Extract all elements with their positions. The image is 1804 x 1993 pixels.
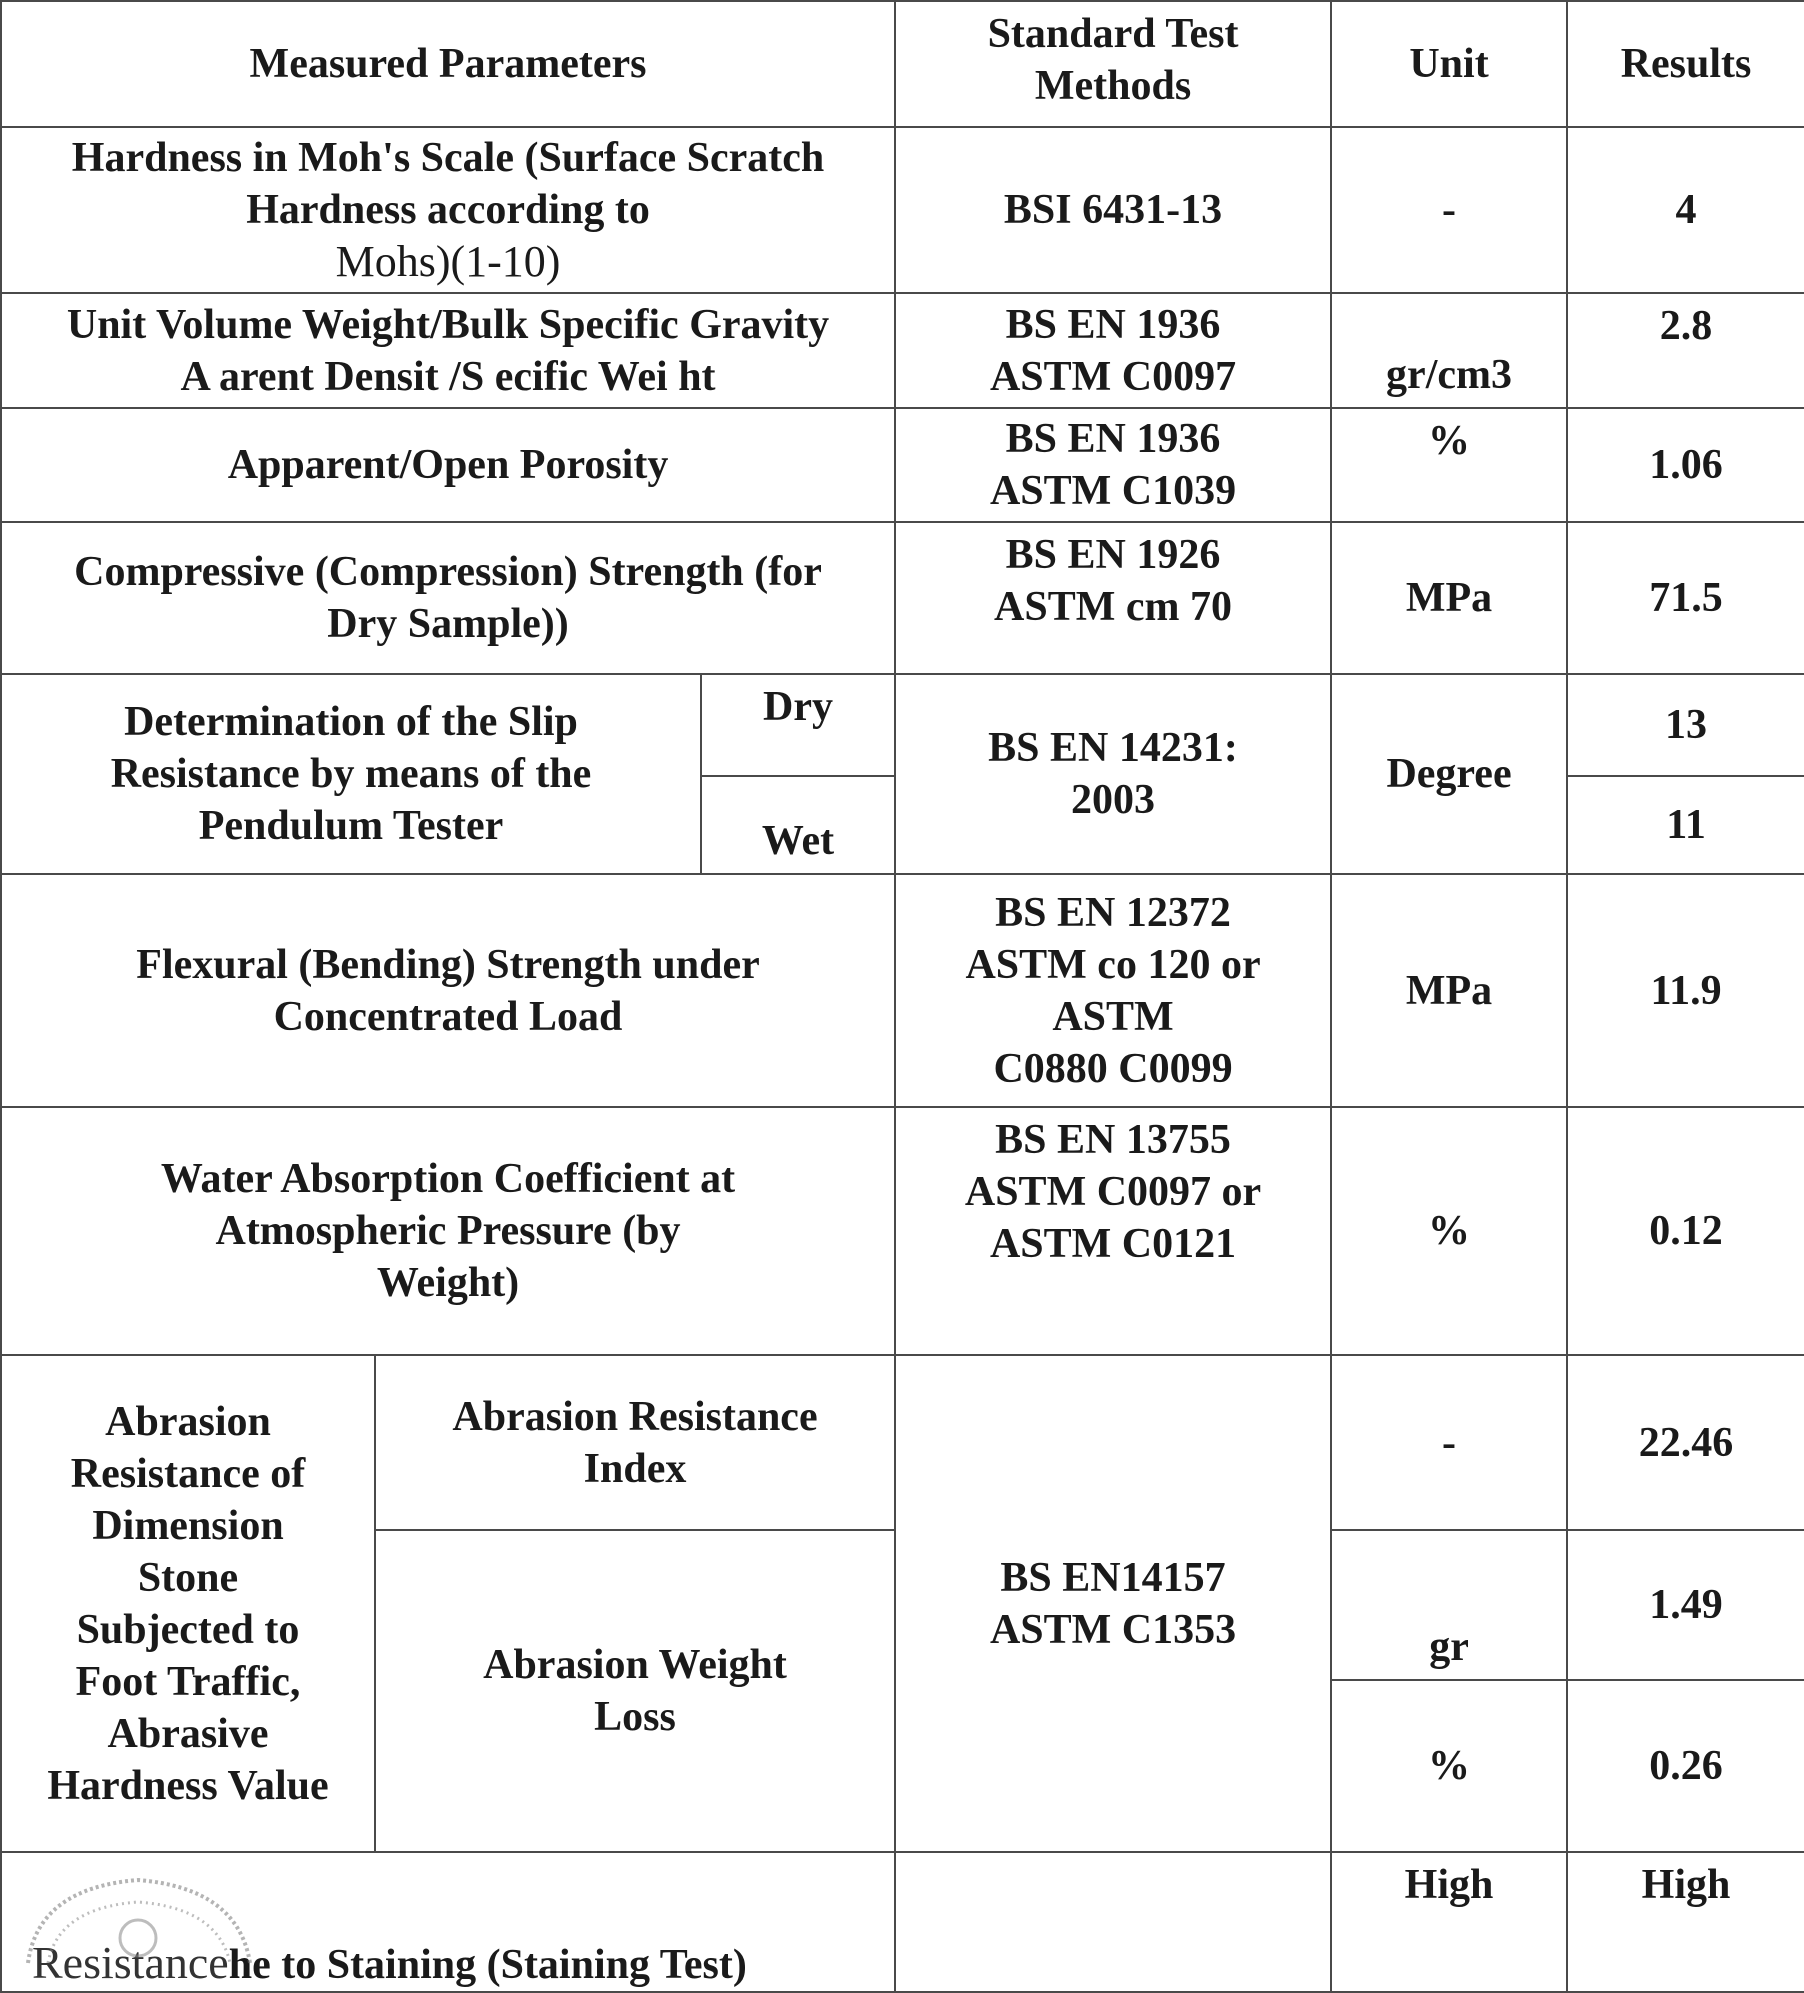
table-row-abrasion-index	[1, 1355, 1804, 1530]
param-line: Dimension	[92, 1502, 284, 1549]
result-porosity: 1.06	[1567, 408, 1804, 522]
unit-density: gr/cm3	[1331, 293, 1567, 408]
method-line: BS EN 12372	[995, 889, 1231, 936]
method-line: BS EN14157	[1000, 1554, 1226, 1601]
method-slip	[895, 674, 1331, 874]
header-measured-parameters: Measured Parameters	[1, 1, 895, 127]
table-row-water-absorption	[1, 1107, 1804, 1355]
seal-stamp-icon	[18, 1868, 258, 1968]
unit-hardness: -	[1331, 127, 1567, 293]
param-line: Hardness in Moh's Scale (Surface Scratch	[71, 135, 825, 181]
method-water-absorption	[895, 1107, 1331, 1355]
table-row-porosity	[1, 408, 1804, 522]
method-line: ASTM C0097 or	[964, 1169, 1262, 1215]
label-line: Index	[583, 1445, 687, 1492]
param-compressive	[1, 522, 895, 674]
abrasion-index-label	[375, 1355, 895, 1530]
unit-water-absorption: %	[1331, 1107, 1567, 1355]
param-line: Concentrated Load	[273, 993, 623, 1040]
param-flexural	[1, 874, 895, 1107]
method-line: ASTM co 120 or	[965, 941, 1261, 988]
unit-porosity: %	[1331, 408, 1567, 522]
result-abrasion-loss-pct: 0.26	[1567, 1680, 1804, 1852]
param-abrasion	[1, 1355, 375, 1852]
param-line: Atmospheric Pressure (by	[215, 1208, 681, 1254]
param-density	[1, 293, 895, 408]
method-line: ASTM C0121	[989, 1221, 1237, 1267]
table-row-density	[1, 293, 1804, 408]
param-line: A arent Densit /S ecific Wei ht	[180, 353, 716, 400]
param-line: Compressive (Compression) Strength (for	[74, 549, 822, 595]
unit-flexural: MPa	[1331, 874, 1567, 1107]
method-line: 2003	[1071, 777, 1156, 823]
result-abrasion-index: 22.46	[1567, 1355, 1804, 1530]
slip-dry-label: Dry	[701, 674, 895, 776]
param-line: Resistance of	[70, 1450, 306, 1497]
param-line: Pendulum Tester	[198, 803, 504, 849]
unit-slip: Degree	[1331, 674, 1567, 874]
label-line: Abrasion Resistance	[452, 1393, 818, 1440]
param-line: Hardness according to	[246, 187, 650, 233]
method-line: BS EN 14231:	[988, 725, 1238, 771]
label-line: Abrasion Weight	[483, 1642, 787, 1688]
param-line: Water Absorption Coefficient at	[160, 1156, 736, 1202]
method-line: ASTM C1353	[989, 1606, 1237, 1653]
method-line: ASTM cm 70	[994, 584, 1233, 630]
param-line: Abrasive	[107, 1710, 269, 1757]
param-line: Weight)	[376, 1260, 520, 1306]
param-line: Hardness Value	[47, 1762, 329, 1809]
method-line: ASTM C0097	[989, 353, 1237, 400]
unit-staining: High	[1331, 1852, 1567, 1992]
method-flexural	[895, 874, 1331, 1107]
param-part: Resistance	[32, 1937, 229, 1988]
header-methods-line2: Methods	[1034, 63, 1192, 109]
method-line: BS EN 1936	[1005, 416, 1221, 462]
table-row-staining	[1, 1852, 1804, 1992]
table-row-slip-dry	[1, 674, 1804, 776]
method-line: ASTM C1039	[989, 468, 1237, 514]
result-slip-dry: 13	[1567, 674, 1804, 776]
result-slip-wet: 11	[1567, 776, 1804, 874]
table-row-flexural	[1, 874, 1804, 1107]
header-results: Results	[1567, 1, 1804, 127]
result-water-absorption: 0.12	[1567, 1107, 1804, 1355]
result-staining: High	[1567, 1852, 1804, 1992]
param-line: Abrasion	[105, 1398, 271, 1445]
param-line: Dry Sample))	[327, 601, 569, 647]
result-density: 2.8	[1567, 293, 1804, 408]
method-line: BS EN 1926	[1005, 532, 1221, 578]
method-density	[895, 293, 1331, 408]
method-line: BS EN 1936	[1005, 301, 1221, 348]
result-abrasion-loss-gr: 1.49	[1567, 1530, 1804, 1680]
param-slip	[1, 674, 701, 874]
result-hardness: 4	[1567, 127, 1804, 293]
param-hardness	[1, 127, 895, 293]
method-line: C0880 C0099	[993, 1045, 1233, 1092]
param-line: Foot Traffic,	[75, 1658, 301, 1705]
param-line: Resistance by means of the	[110, 751, 592, 797]
param-line: Flexural (Bending) Strength under	[136, 941, 760, 988]
param-line: Stone	[137, 1554, 239, 1601]
header-standard-test-methods	[895, 1, 1331, 127]
param-line: Determination of the Slip	[124, 699, 578, 745]
table-row-compressive	[1, 522, 1804, 674]
header-unit: Unit	[1331, 1, 1567, 127]
param-part: he to Staining (Staining Test)	[228, 1942, 747, 1988]
result-flexural: 11.9	[1567, 874, 1804, 1107]
method-compressive	[895, 522, 1331, 674]
method-abrasion	[895, 1355, 1331, 1852]
method-hardness: BSI 6431-13	[895, 127, 1331, 293]
param-line: Subjected to	[76, 1606, 300, 1653]
slip-wet-label: Wet	[701, 776, 895, 874]
label-line: Loss	[594, 1694, 676, 1740]
unit-abrasion-loss-pct: %	[1331, 1680, 1567, 1852]
header-row	[1, 1, 1804, 127]
param-line: Unit Volume Weight/Bulk Specific Gravity	[66, 301, 830, 348]
abrasion-weight-loss-label	[375, 1530, 895, 1852]
table-row-hardness	[1, 127, 1804, 293]
result-compressive: 71.5	[1567, 522, 1804, 674]
unit-compressive: MPa	[1331, 522, 1567, 674]
unit-abrasion-index: -	[1331, 1355, 1567, 1530]
method-line: ASTM	[1052, 993, 1174, 1040]
method-porosity	[895, 408, 1331, 522]
param-water-absorption	[1, 1107, 895, 1355]
param-porosity: Apparent/Open Porosity	[1, 408, 895, 522]
header-methods-line1: Standard Test	[987, 11, 1239, 57]
param-line: Mohs)(1-10)	[335, 237, 561, 286]
method-line: BS EN 13755	[995, 1117, 1231, 1163]
method-staining	[895, 1852, 1331, 1992]
unit-abrasion-loss-gr: gr	[1331, 1530, 1567, 1680]
